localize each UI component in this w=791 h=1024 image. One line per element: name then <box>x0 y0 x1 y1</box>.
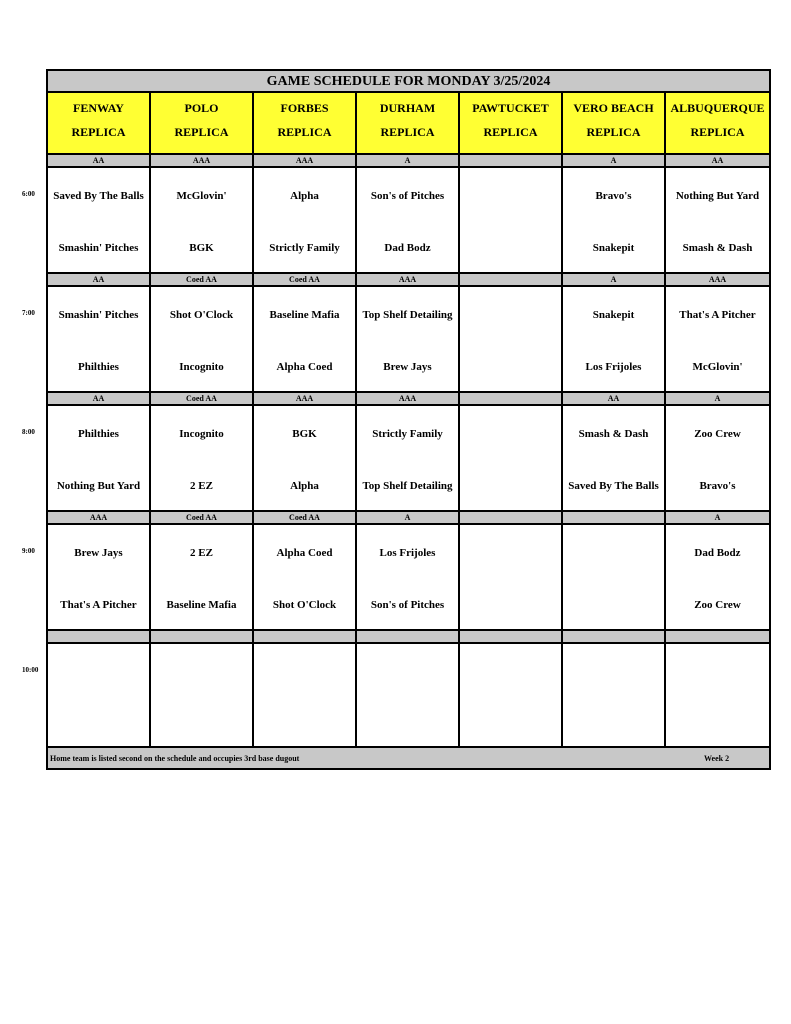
division-label: AA <box>48 274 151 285</box>
away-team: Saved By The Balls <box>53 189 144 202</box>
game-cell <box>357 406 460 510</box>
game-cell <box>254 644 357 746</box>
field-name: FORBES <box>280 101 329 115</box>
game-cell <box>357 644 460 746</box>
division-label: AAA <box>48 512 151 523</box>
away-team: Philthies <box>78 427 119 440</box>
away-team: Bravo's <box>595 189 632 202</box>
away-team: McGlovin' <box>176 189 227 202</box>
game-cell <box>48 168 151 272</box>
field-name: PAWTUCKET <box>472 101 549 115</box>
game-cell <box>666 525 769 629</box>
field-name: DURHAM <box>379 101 436 115</box>
home-team: 2 EZ <box>190 479 213 492</box>
away-team: Top Shelf Detailing <box>362 308 453 321</box>
home-team: That's A Pitcher <box>60 598 137 611</box>
home-team: Smashin' Pitches <box>58 241 139 254</box>
game-cell <box>151 287 254 391</box>
game-cell <box>254 406 357 510</box>
division-row <box>48 631 769 644</box>
division-label <box>460 155 563 166</box>
away-team <box>462 416 559 452</box>
away-team: Nothing But Yard <box>675 189 760 202</box>
away-team: Zoo Crew <box>694 427 741 440</box>
home-team <box>462 468 559 504</box>
home-team: Alpha <box>290 479 319 492</box>
division-label: AA <box>48 155 151 166</box>
game-cell <box>357 525 460 629</box>
division-label: Coed AA <box>254 274 357 285</box>
away-team <box>462 535 559 571</box>
time-label: 10:00 <box>22 666 39 674</box>
field-header <box>254 93 357 153</box>
home-team: Bravo's <box>699 479 736 492</box>
away-team: Los Frijoles <box>379 546 436 559</box>
field-name: ALBUQUERQUE <box>670 101 765 115</box>
division-label <box>666 631 769 642</box>
home-team: Incognito <box>179 360 224 373</box>
game-cell <box>666 406 769 510</box>
home-team: McGlovin' <box>692 360 743 373</box>
division-label: A <box>563 155 666 166</box>
schedule-table <box>46 69 771 770</box>
home-team: BGK <box>189 241 214 254</box>
away-team <box>462 297 559 333</box>
game-cell <box>666 168 769 272</box>
division-label: AA <box>48 393 151 404</box>
division-row <box>48 274 769 287</box>
field-header <box>48 93 151 153</box>
home-team <box>462 230 559 266</box>
field-header <box>357 93 460 153</box>
field-name: POLO <box>184 101 219 115</box>
home-team: Philthies <box>78 360 119 373</box>
division-row <box>48 512 769 525</box>
time-label: 7:00 <box>22 309 35 317</box>
home-team <box>462 349 559 385</box>
game-slot-row <box>48 406 769 512</box>
field-subtitle: REPLICA <box>71 125 126 139</box>
away-team: Incognito <box>179 427 224 440</box>
game-cell <box>563 168 666 272</box>
away-team: Dad Bodz <box>694 546 741 559</box>
home-team: Brew Jays <box>383 360 432 373</box>
division-label: AA <box>666 155 769 166</box>
division-label: AAA <box>357 393 460 404</box>
away-team: Strictly Family <box>372 427 443 440</box>
game-cell <box>48 287 151 391</box>
field-subtitle: REPLICA <box>586 125 641 139</box>
away-team: Brew Jays <box>74 546 123 559</box>
field-header <box>460 93 563 153</box>
field-subtitle: REPLICA <box>483 125 538 139</box>
home-team: Strictly Family <box>269 241 340 254</box>
game-cell <box>48 525 151 629</box>
away-team: Smash & Dash <box>578 427 649 440</box>
field-header <box>666 93 769 153</box>
division-label <box>563 512 666 523</box>
home-team <box>565 587 662 623</box>
field-name: FENWAY <box>73 101 124 115</box>
division-label <box>460 274 563 285</box>
home-team: Baseline Mafia <box>166 598 237 611</box>
game-cell <box>151 644 254 746</box>
game-cell <box>254 168 357 272</box>
home-team: Smash & Dash <box>682 241 753 254</box>
time-label: 8:00 <box>22 428 35 436</box>
away-team <box>462 178 559 214</box>
away-team: Baseline Mafia <box>269 308 340 321</box>
field-subtitle: REPLICA <box>690 125 745 139</box>
home-team: Son's of Pitches <box>370 598 445 611</box>
away-team: 2 EZ <box>190 546 213 559</box>
game-cell <box>151 406 254 510</box>
away-team: Alpha <box>290 189 319 202</box>
division-label <box>48 631 151 642</box>
game-cell <box>563 406 666 510</box>
division-label <box>151 631 254 642</box>
division-label: Coed AA <box>254 512 357 523</box>
away-team: BGK <box>292 427 317 440</box>
home-team: Nothing But Yard <box>56 479 141 492</box>
division-row <box>48 155 769 168</box>
division-label: A <box>357 512 460 523</box>
game-slot-row <box>48 644 769 748</box>
division-row <box>48 393 769 406</box>
away-team: Alpha Coed <box>276 546 333 559</box>
field-header <box>151 93 254 153</box>
division-label: A <box>666 393 769 404</box>
field-subtitle: REPLICA <box>277 125 332 139</box>
home-team: Dad Bodz <box>384 241 431 254</box>
schedule-title: GAME SCHEDULE FOR MONDAY 3/25/2024 <box>48 71 769 93</box>
division-label: AAA <box>254 155 357 166</box>
week-label: Week 2 <box>704 754 730 763</box>
division-label: Coed AA <box>151 274 254 285</box>
home-team-note: Home team is listed second on the schedule and occupies 3rd base dugout <box>50 754 300 763</box>
game-cell <box>48 406 151 510</box>
division-label <box>460 512 563 523</box>
away-team: That's A Pitcher <box>679 308 756 321</box>
home-team: Alpha Coed <box>276 360 333 373</box>
division-label <box>460 631 563 642</box>
game-slot-row <box>48 168 769 274</box>
game-cell <box>151 168 254 272</box>
game-cell <box>460 525 563 629</box>
division-label: AAA <box>254 393 357 404</box>
field-header-row <box>48 93 769 155</box>
game-cell <box>563 287 666 391</box>
division-label: Coed AA <box>151 512 254 523</box>
home-team: Snakepit <box>592 241 635 254</box>
game-cell <box>563 644 666 746</box>
home-team: Saved By The Balls <box>568 479 659 492</box>
game-cell <box>254 287 357 391</box>
field-subtitle: REPLICA <box>380 125 435 139</box>
game-cell <box>357 168 460 272</box>
division-label: A <box>357 155 460 166</box>
division-label <box>563 631 666 642</box>
division-label: A <box>563 274 666 285</box>
division-label: AAA <box>357 274 460 285</box>
game-cell <box>460 168 563 272</box>
division-label: AAA <box>151 155 254 166</box>
field-header <box>563 93 666 153</box>
division-label: AA <box>563 393 666 404</box>
game-cell <box>666 644 769 746</box>
game-cell <box>460 406 563 510</box>
home-team: Zoo Crew <box>694 598 741 611</box>
time-label: 9:00 <box>22 547 35 555</box>
division-label: Coed AA <box>151 393 254 404</box>
time-label: 6:00 <box>22 190 35 198</box>
away-team: Smashin' Pitches <box>58 308 139 321</box>
away-team: Shot O'Clock <box>169 308 234 321</box>
away-team: Snakepit <box>592 308 635 321</box>
division-label <box>254 631 357 642</box>
game-cell <box>48 644 151 746</box>
home-team: Top Shelf Detailing <box>362 479 453 492</box>
division-label: A <box>666 512 769 523</box>
home-team: Los Frijoles <box>585 360 642 373</box>
game-cell <box>563 525 666 629</box>
division-label: AAA <box>666 274 769 285</box>
division-label <box>357 631 460 642</box>
game-slot-row <box>48 287 769 393</box>
away-team: Son's of Pitches <box>370 189 445 202</box>
away-team <box>565 535 662 571</box>
game-cell <box>460 287 563 391</box>
game-cell <box>357 287 460 391</box>
game-slot-row <box>48 525 769 631</box>
game-cell <box>666 287 769 391</box>
game-cell <box>254 525 357 629</box>
game-cell <box>151 525 254 629</box>
footer <box>48 748 769 768</box>
game-cell <box>460 644 563 746</box>
home-team <box>462 587 559 623</box>
home-team: Shot O'Clock <box>272 598 337 611</box>
field-subtitle: REPLICA <box>174 125 229 139</box>
field-name: VERO BEACH <box>573 101 654 115</box>
division-label <box>460 393 563 404</box>
